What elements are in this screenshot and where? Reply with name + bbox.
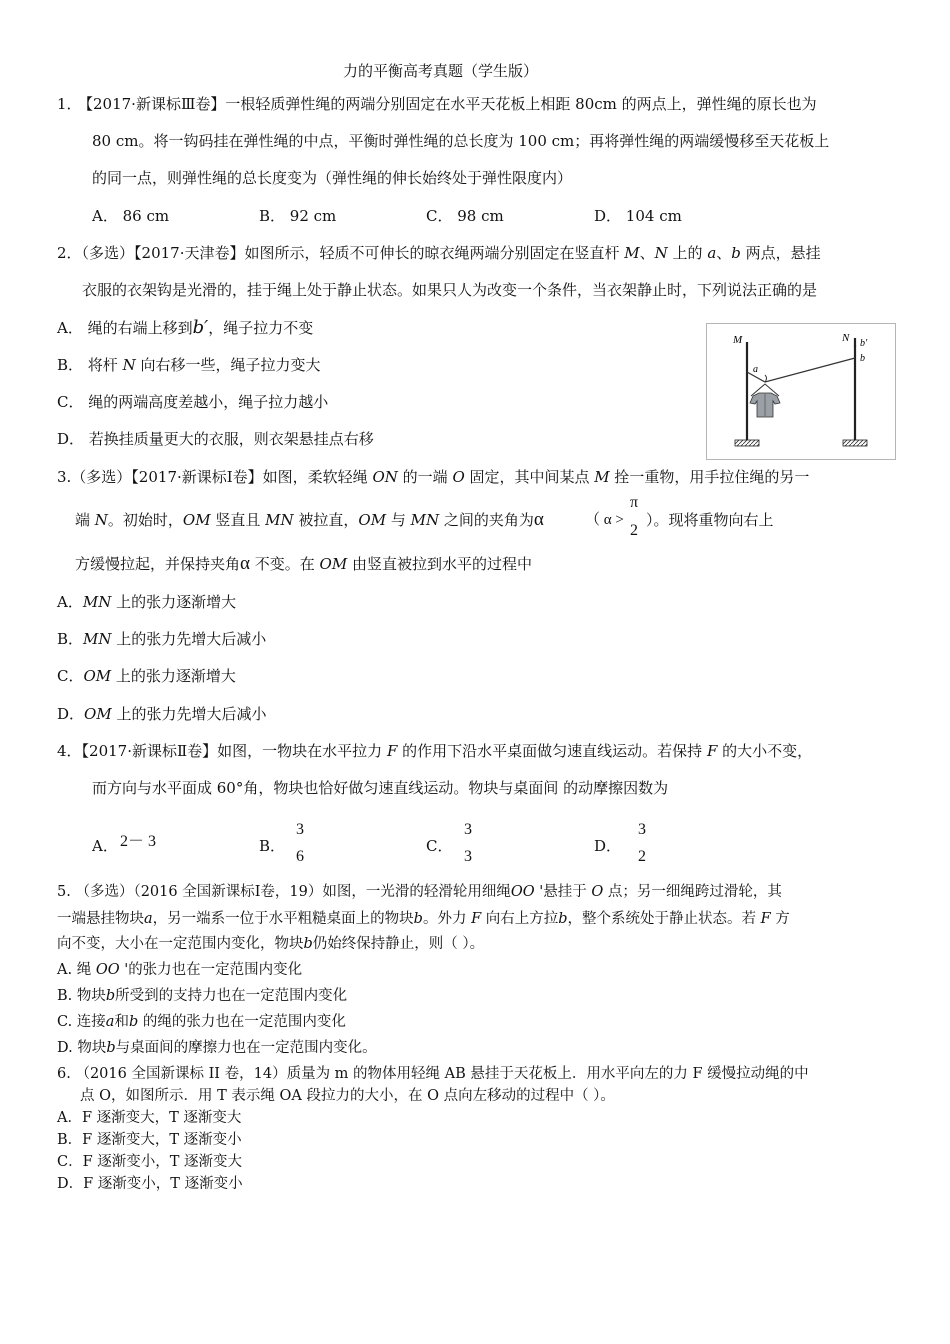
text-span: 3.（多选）【2017·新课标Ⅰ卷】如图，柔软轻绳: [57, 468, 373, 486]
text-span: 。外力: [422, 911, 472, 927]
text-span: （多选）【2017·天津卷】如图所示，轻质不可伸长的晾衣绳两端分别固定在竖直杆: [81, 244, 625, 262]
option-label: A．: [57, 593, 83, 611]
option-c: [57, 666, 236, 686]
var-b: b: [106, 1040, 116, 1056]
var-o: O: [452, 468, 465, 486]
option-c: C． 绳的两端高度差越小，绳子拉力越小: [57, 393, 329, 411]
pi-numerator: π: [629, 494, 639, 511]
var-a: a: [105, 1014, 115, 1030]
question-text: [75, 554, 532, 574]
question-text: [57, 882, 782, 902]
text-span: 【2017·新课标Ⅱ卷】如图，一物块在水平拉力: [81, 742, 387, 760]
var-b: b: [731, 244, 741, 262]
var-f: F: [471, 911, 482, 927]
option-d: [57, 1038, 377, 1058]
option-d: [57, 704, 266, 724]
text-span: 由竖直被拉到水平的过程中: [347, 555, 532, 573]
text-span: C. 连接: [57, 1014, 106, 1030]
option-b: [57, 629, 266, 649]
text-span: 之间的夹角为: [439, 511, 534, 529]
var-n: N: [654, 244, 668, 262]
label-n: N: [842, 332, 850, 344]
option-d-denominator: 2: [638, 848, 646, 865]
text-span: 向右移一些，绳子拉力变大: [135, 356, 321, 374]
option-b: [57, 355, 320, 375]
text-span: 仍始终保持静止，则（ ）。: [312, 936, 485, 952]
var-mn: MN: [410, 511, 440, 529]
text-span: 方缓慢拉起，并保持夹角: [75, 555, 241, 573]
text-span: 上的张力先增大后减小: [111, 705, 267, 723]
pole-n-base: [843, 440, 867, 446]
question-text: 而方向与水平面成 60°角，物块也恰好做匀速直线运动。物块与桌面间 的动摩擦因数为: [92, 779, 669, 797]
var-om: OM: [182, 511, 211, 529]
text-span: 的作用下沿水平桌面做匀速直线运动。若保持: [397, 742, 707, 760]
text-span: 上的张力先增大后减小: [111, 630, 267, 648]
option-label: C．: [57, 667, 84, 685]
var-b: b: [128, 1014, 139, 1030]
var-f: F: [706, 742, 718, 760]
option-a-value: 2－ 3: [120, 833, 157, 850]
var-mn: MN: [82, 593, 112, 611]
text-span: 悬挂于: [543, 884, 592, 900]
option-d-numerator: 3: [638, 821, 646, 838]
text-span: 固定，其中间某点: [464, 468, 595, 486]
alpha-condition-open: （ α >: [585, 512, 624, 528]
clothesline-figure: [706, 323, 896, 460]
alpha-symbol: α: [240, 553, 250, 574]
var-oo-prime: OO ': [510, 884, 544, 900]
var-a: a: [707, 244, 717, 262]
var-om: OM: [84, 705, 112, 723]
text-span: B. 物块: [57, 988, 106, 1004]
var-b-prime: b′: [192, 317, 209, 338]
option-label: D．: [57, 705, 85, 723]
text-span: A. 绳: [57, 962, 96, 978]
text-span: B． 将杆: [57, 356, 123, 374]
text-span: 的张力也在一定范围内变化: [128, 962, 303, 978]
pi-denominator: 2: [630, 522, 638, 539]
text-span: 两点，悬挂: [740, 244, 821, 262]
var-n: N: [122, 356, 136, 374]
label-a: a: [753, 364, 758, 375]
question-text: 80 cm。将一钩码挂在弹性绳的中点，平衡时弹性绳的总长度为 100 cm；再将弹性绳的两端缓慢移至天花板上: [92, 132, 830, 150]
var-mn: MN: [265, 511, 294, 529]
text-span: 端: [75, 511, 95, 529]
option-c-numerator: 3: [464, 821, 472, 838]
question-text: ）。现将重物向右上: [646, 511, 774, 529]
text-span: 5. （多选）（2016 全国新课标Ⅰ卷，19）如图，一光滑的轻滑轮用细绳: [57, 884, 511, 900]
pole-m-base: [735, 440, 759, 446]
var-b: b: [303, 936, 313, 952]
rope: [747, 358, 855, 382]
page-title: 力的平衡高考真题（学生版）: [343, 62, 539, 80]
text-span: 上的: [667, 244, 708, 262]
question-text: 【2017·新课标Ⅲ卷】一根轻质弹性绳的两端分别固定在水平天花板上相距 80cm 的两点上，弹性绳的原长也为: [78, 95, 817, 113]
var-b: b: [105, 988, 116, 1004]
text-span: 点；另一细绳跨过滑轮，其: [603, 884, 782, 900]
option-a: A． 86 cm: [92, 207, 170, 225]
question-text: 的同一点，则弹性绳的总长度变为（弹性绳的伸长始终处于弹性限度内）: [92, 169, 573, 187]
option-c: C．F 逐渐变小，T 逐渐变大: [57, 1154, 243, 1170]
question-text: 点 O，如图所示．用 T 表示绳 OA 段拉力的大小，在 O 点向左移动的过程中（ ）。: [80, 1088, 615, 1104]
label-b-prime: b′: [860, 338, 868, 349]
question-text: 6. （2016 全国新课标 II 卷，14）质量为 m 的物体用轻绳 AB 悬挂于天花板上．用水平向左的力 F 缓慢拉动绳的中: [57, 1066, 809, 1082]
var-m: M: [594, 468, 610, 486]
question-text: [57, 934, 484, 954]
question-number: 4．: [57, 742, 82, 760]
option-b: [57, 986, 347, 1006]
var-a: a: [144, 911, 153, 927]
option-c-denominator: 3: [464, 848, 472, 865]
var-f: F: [760, 911, 771, 927]
var-om: OM: [319, 555, 348, 573]
option-b-numerator: 3: [296, 821, 304, 838]
var-f: F: [386, 742, 398, 760]
option-c-label: C．: [426, 837, 453, 855]
var-m: M: [624, 244, 640, 262]
question-text: [57, 741, 812, 761]
question-text: [57, 243, 821, 263]
text-span: 、: [639, 244, 655, 262]
option-c: [57, 1012, 346, 1032]
text-span: 与桌面间的摩擦力也在一定范围内变化。: [115, 1040, 377, 1056]
option-a: [57, 318, 313, 338]
text-span: A． 绳的右端上移到: [57, 319, 193, 337]
question-number: 2．: [57, 244, 82, 262]
question-number: 1．: [57, 95, 82, 113]
option-d-label: D．: [594, 837, 622, 855]
text-span: 与: [386, 511, 411, 529]
text-span: 竖直且: [210, 511, 266, 529]
option-b: B． 92 cm: [259, 207, 337, 225]
option-a: [57, 960, 302, 980]
question-text: [57, 467, 809, 487]
text-span: ，绳子拉力不变: [208, 319, 314, 337]
text-span: 方: [770, 911, 790, 927]
text-span: 上的张力逐渐增大: [111, 593, 237, 611]
text-span: 的一端: [397, 468, 453, 486]
var-om: OM: [358, 511, 387, 529]
var-om: OM: [83, 667, 112, 685]
fraction-bar: [626, 515, 642, 516]
text-span: 被拉直，: [293, 511, 359, 529]
option-label: B．: [57, 630, 84, 648]
text-span: 的大小不变，: [717, 742, 813, 760]
alpha-symbol: α: [533, 509, 544, 530]
var-b: b: [413, 911, 423, 927]
option-b-label: B．: [259, 837, 286, 855]
question-text: [57, 909, 790, 929]
text-span: 上的张力逐渐增大: [111, 667, 236, 685]
var-b: b: [558, 911, 568, 927]
text-span: 一端悬挂物块: [57, 911, 144, 927]
option-a-label: A．: [92, 837, 118, 855]
option-b: B．F 逐渐变大，T 逐渐变小: [57, 1132, 242, 1148]
text-span: 向不变，大小在一定范围内变化，物块: [57, 936, 304, 952]
text-span: 所受到的支持力也在一定范围内变化: [115, 988, 348, 1004]
text-span: D. 物块: [57, 1040, 107, 1056]
label-b: b: [860, 353, 865, 364]
option-d: D．F 逐渐变小，T 逐渐变小: [57, 1176, 243, 1192]
option-d: D． 104 cm: [594, 207, 682, 225]
option-b-denominator: 6: [296, 848, 304, 865]
question-text: 衣服的衣架钩是光滑的，挂于绳上处于静止状态。如果只人为改变一个条件，当衣架静止时，下列说法正确的是: [82, 281, 818, 299]
text-span: ，整个系统处于静止状态。若: [567, 911, 761, 927]
option-c: C． 98 cm: [426, 207, 504, 225]
text-span: 的绳的张力也在一定范围内变化: [138, 1014, 346, 1030]
text-span: 向右上方拉: [481, 911, 559, 927]
text-span: 和: [114, 1014, 129, 1030]
text-span: 、: [716, 244, 732, 262]
text-span: 。初始时，: [107, 511, 183, 529]
option-a: A．F 逐渐变大，T 逐渐变大: [57, 1110, 242, 1126]
option-d: D． 若换挂质量更大的衣服，则衣架悬挂点右移: [57, 430, 374, 448]
question-text: [75, 510, 544, 530]
label-m: M: [733, 334, 743, 346]
clothesline-diagram: [707, 324, 895, 459]
hanger-hook: [765, 375, 767, 382]
text-span: ，另一端系一位于水平粗糙桌面上的物块: [152, 911, 414, 927]
var-oo-prime: OO ': [95, 962, 129, 978]
option-a: [57, 592, 236, 612]
var-mn: MN: [83, 630, 112, 648]
text-span: 拴一重物，用手拉住绳的另一: [609, 468, 810, 486]
var-on: ON: [372, 468, 398, 486]
text-span: 不变。在: [249, 555, 320, 573]
var-o: O: [591, 884, 604, 900]
var-n: N: [94, 511, 108, 529]
